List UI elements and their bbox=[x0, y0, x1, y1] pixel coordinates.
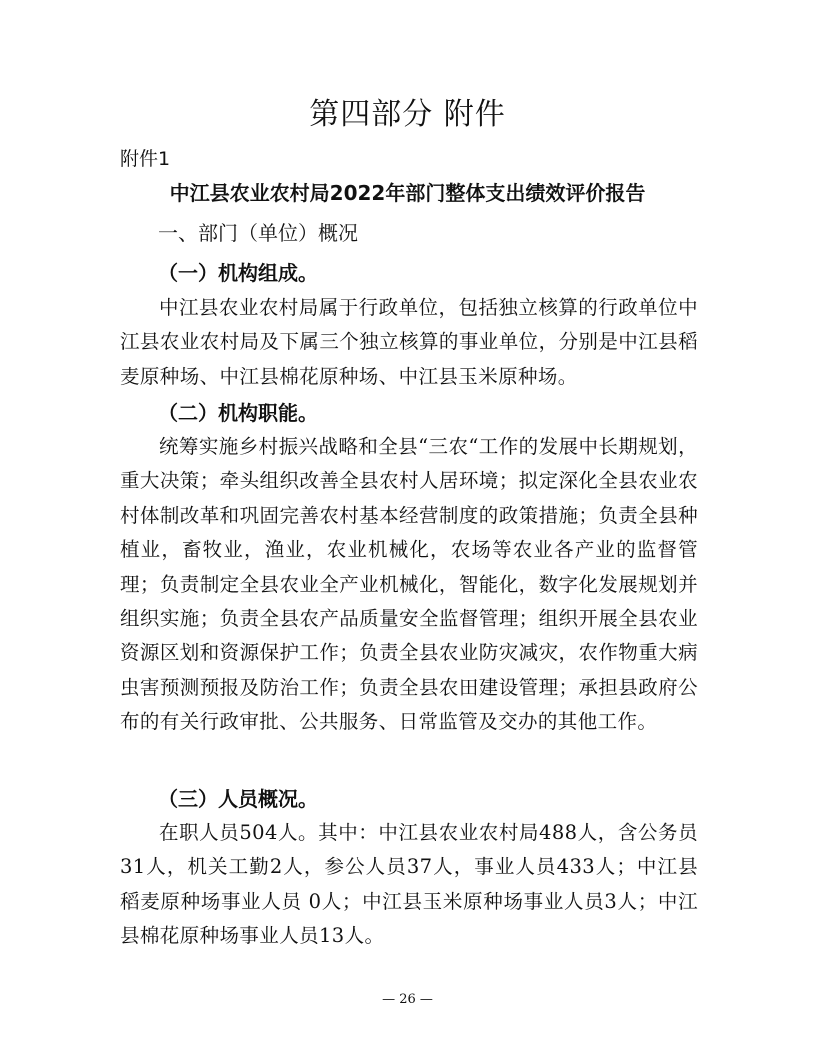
paragraph-composition: 中江县农业农村局属于行政单位，包括独立核算的行政单位中江县农业农村局及下属三个独立核算的事业单位，分别是中江县稻麦原种场、中江县棉花原种场、中江县玉米原种场。 bbox=[120, 296, 698, 388]
attachment-label: 附件1 bbox=[120, 148, 171, 170]
report-title: 中江县农业农村局2022年部门整体支出绩效评价报告 bbox=[169, 181, 646, 205]
subsection-heading-functions: （二）机构职能。 bbox=[158, 401, 318, 425]
subsection-heading-composition: （一）机构组成。 bbox=[158, 261, 318, 285]
paragraph-staff: 在职人员504人。其中：中江县农业农村局488人，含公务员31人，机关工勤2人，参公人员37人，事业人员433人；中江县稻麦原种场事业人员 0人；中江县玉米原种场事业人员3人；中江县棉花原种场事业人员13人。 bbox=[120, 821, 698, 948]
subsection-heading-staff: （三）人员概况。 bbox=[158, 787, 318, 811]
page-number: — 26 — bbox=[382, 992, 433, 1007]
paragraph-functions: 统筹实施乡村振兴战略和全县“三农“工作的发展中长期规划，重大决策；牵头组织改善全县农村人居环境；拟定深化全县农业农村体制改革和巩固完善农村基本经营制度的政策措施；负责全县种植业，畜牧业，渔业，农业机械化，农场等农业各产业的监督管理；负责制定全县农业全产业机械化，智能化，数字化发展规划并组织实施；负责全县农产品质量安全监督管理；组织开展全县农业资源区划和资源保护工作；负责全县农业防灾减灾，农作物重大病虫害预测预报及防治工作；负责全县农田建设管理；承担县政府公布的有关行政审批、公共服务、日常监管及交办的其他工作。 bbox=[120, 435, 698, 734]
part-title: 第四部分 附件 bbox=[309, 97, 506, 132]
section-heading-overview: 一、部门（单位）概况 bbox=[158, 221, 358, 245]
